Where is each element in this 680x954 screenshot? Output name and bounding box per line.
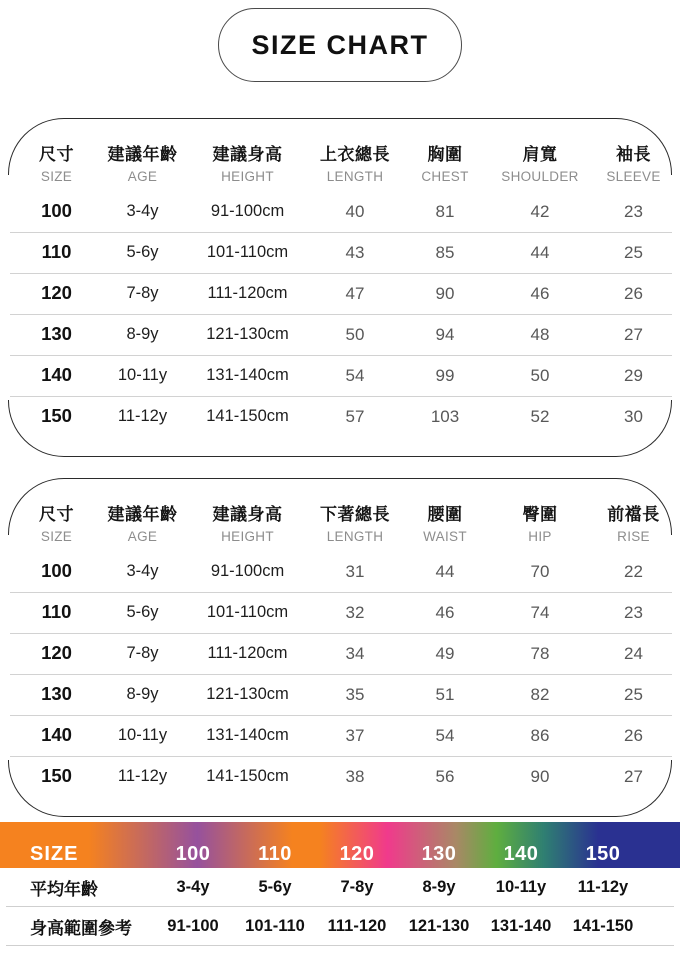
gradient-bar-size-value: 110 [258, 843, 292, 865]
column-header-zh: 前襠長 [607, 505, 660, 524]
title-pill [218, 8, 462, 82]
summary-row-label: 平均年齡 [30, 880, 98, 899]
tops-table-header-row [18, 140, 672, 184]
gradient-bar-size-value: 150 [585, 843, 621, 865]
page-title: SIZE CHART [251, 29, 429, 60]
column-header-en: LENGTH [326, 529, 384, 544]
column-header [18, 140, 95, 184]
gradient-bar-size-value: 100 [175, 843, 211, 865]
table-cell: 111-120cm [207, 284, 288, 303]
table-row [18, 232, 672, 273]
table-cell: 40 [345, 202, 365, 221]
table-cell: 35 [345, 685, 365, 704]
summary-row-label: 身高範圍參考 [30, 919, 132, 938]
table-row [18, 191, 672, 232]
table-cell: 103 [430, 407, 460, 426]
table-cell: 26 [624, 726, 643, 745]
column-header-en: SIZE [40, 529, 73, 544]
column-header [485, 140, 595, 184]
table-cell: 91-100cm [210, 202, 285, 221]
summary-rows [0, 868, 680, 946]
summary-row-value: 121-130 [408, 917, 470, 935]
summary-row-value: 111-120 [327, 917, 387, 935]
table-cell: 85 [435, 243, 455, 262]
bottoms-table-header-row [18, 500, 672, 544]
table-cell: 99 [435, 366, 455, 385]
table-cell: 140 [41, 364, 72, 386]
summary-row-value: 5-6y [258, 878, 292, 896]
table-cell: 25 [624, 243, 643, 262]
column-header-zh: 袖長 [616, 145, 651, 164]
column-header-zh: 建議身高 [212, 145, 283, 164]
summary-row-value: 7-8y [340, 878, 374, 896]
table-cell: 150 [41, 765, 72, 787]
table-cell: 131-140cm [206, 366, 289, 385]
column-header-en: HEIGHT [221, 529, 274, 544]
table-cell: 32 [345, 603, 365, 622]
summary-row-value: 141-150 [572, 917, 634, 935]
table-cell: 74 [530, 603, 550, 622]
column-header-zh: 上衣總長 [320, 145, 390, 164]
table-cell: 54 [345, 366, 365, 385]
table-cell: 110 [41, 241, 72, 263]
table-cell: 90 [530, 767, 550, 786]
table-cell: 27 [624, 767, 643, 786]
table-cell: 10-11y [117, 366, 168, 385]
column-header-zh: 建議年齡 [107, 145, 178, 164]
table-cell: 52 [530, 407, 550, 426]
table-cell: 44 [435, 562, 455, 581]
table-cell: 140 [41, 724, 72, 746]
column-header-en: SIZE [40, 169, 73, 184]
size-gradient-bar [0, 822, 680, 868]
table-cell: 54 [435, 726, 455, 745]
summary-row-value: 11-12y [577, 878, 629, 896]
table-cell: 130 [41, 323, 72, 345]
column-header-zh: 腰圍 [427, 505, 463, 524]
table-cell: 27 [624, 325, 643, 344]
table-cell: 70 [530, 562, 550, 581]
tops-table-body [18, 191, 672, 437]
table-cell: 23 [624, 202, 643, 221]
table-row [18, 674, 672, 715]
table-cell: 141-150cm [206, 767, 289, 786]
table-cell: 86 [530, 726, 550, 745]
table-cell: 8-9y [126, 685, 159, 704]
column-header [95, 500, 190, 544]
table-cell: 141-150cm [206, 407, 289, 426]
column-header [405, 500, 485, 544]
table-cell: 7-8y [126, 644, 159, 663]
table-row [18, 551, 672, 592]
table-cell: 120 [41, 282, 72, 304]
table-cell: 130 [41, 683, 72, 705]
summary-row-value: 10-11y [495, 878, 547, 896]
summary-row-value: 8-9y [422, 878, 456, 896]
column-header-zh: 肩寬 [522, 145, 558, 164]
table-cell: 42 [530, 202, 550, 221]
table-cell: 26 [624, 284, 643, 303]
table-cell: 120 [41, 642, 72, 664]
column-header-zh: 建議身高 [212, 505, 283, 524]
column-header [595, 500, 672, 544]
table-cell: 38 [345, 767, 365, 786]
table-row [18, 396, 672, 437]
column-header-en: SLEEVE [606, 169, 661, 184]
table-cell: 31 [345, 562, 365, 581]
gradient-bar-size-value: 130 [421, 843, 457, 865]
tops-size-table [8, 118, 672, 457]
table-cell: 100 [41, 200, 72, 222]
column-header [190, 500, 305, 544]
table-cell: 3-4y [126, 562, 159, 581]
table-cell: 22 [624, 562, 643, 581]
table-cell: 101-110cm [206, 603, 289, 622]
gradient-bar-size-label: SIZE [30, 843, 79, 865]
column-header-zh: 建議年齡 [107, 505, 178, 524]
column-header-en: LENGTH [326, 169, 384, 184]
table-row [18, 592, 672, 633]
column-header [95, 140, 190, 184]
column-header-en: AGE [127, 529, 158, 544]
column-header-zh: 尺寸 [39, 505, 74, 524]
column-header-en: HIP [528, 529, 552, 544]
table-cell: 46 [530, 284, 550, 303]
table-cell: 150 [41, 405, 72, 427]
table-cell: 11-12y [117, 767, 168, 786]
summary-row-value: 131-140 [490, 917, 552, 935]
bottoms-size-table [8, 478, 672, 817]
table-cell: 34 [345, 644, 365, 663]
table-row [18, 756, 672, 797]
table-cell: 8-9y [126, 325, 159, 344]
table-cell: 5-6y [126, 243, 159, 262]
table-cell: 91-100cm [210, 562, 285, 581]
summary-row-value: 91-100 [167, 917, 219, 935]
bottoms-table-body [18, 551, 672, 797]
table-cell: 50 [530, 366, 550, 385]
table-cell: 111-120cm [207, 644, 288, 663]
table-cell: 50 [345, 325, 365, 344]
table-cell: 110 [41, 601, 72, 623]
summary-row [0, 868, 680, 907]
table-cell: 51 [435, 685, 455, 704]
column-header-en: CHEST [421, 169, 469, 184]
table-cell: 10-11y [117, 726, 168, 745]
summary-row-value: 101-110 [245, 917, 305, 935]
column-header-zh: 尺寸 [39, 145, 74, 164]
table-cell: 82 [530, 685, 550, 704]
table-cell: 11-12y [117, 407, 168, 426]
summary-row [0, 907, 680, 946]
column-header [595, 140, 672, 184]
table-cell: 101-110cm [206, 243, 289, 262]
table-row [18, 355, 672, 396]
table-row [18, 273, 672, 314]
table-cell: 5-6y [126, 603, 159, 622]
gradient-bar-size-value: 140 [503, 843, 539, 865]
table-cell: 3-4y [126, 202, 159, 221]
table-cell: 37 [345, 726, 365, 745]
table-cell: 23 [624, 603, 643, 622]
column-header-zh: 胸圍 [427, 145, 463, 164]
column-header [485, 500, 595, 544]
column-header-en: AGE [127, 169, 158, 184]
table-cell: 43 [345, 243, 365, 262]
table-cell: 57 [345, 407, 365, 426]
table-cell: 29 [624, 366, 643, 385]
column-header-zh: 臀圍 [522, 505, 558, 524]
size-summary-section [0, 822, 680, 946]
table-cell: 24 [624, 644, 643, 663]
table-cell: 30 [624, 407, 643, 426]
table-cell: 25 [624, 685, 643, 704]
column-header-en: SHOULDER [501, 169, 579, 184]
column-header-en: HEIGHT [221, 169, 274, 184]
table-cell: 49 [435, 644, 455, 663]
table-cell: 47 [345, 284, 365, 303]
gradient-bar-size-value: 120 [339, 843, 375, 865]
column-header [18, 500, 95, 544]
column-header [405, 140, 485, 184]
table-cell: 121-130cm [206, 325, 289, 344]
table-cell: 56 [435, 767, 455, 786]
table-row [18, 715, 672, 756]
column-header [305, 500, 405, 544]
column-header-en: WAIST [423, 529, 467, 544]
column-header [305, 140, 405, 184]
table-cell: 81 [435, 202, 455, 221]
table-cell: 78 [530, 644, 550, 663]
column-header-en: RISE [617, 529, 650, 544]
table-cell: 7-8y [126, 284, 159, 303]
table-cell: 121-130cm [206, 685, 289, 704]
column-header-zh: 下著總長 [320, 505, 390, 524]
column-header [190, 140, 305, 184]
table-row [18, 314, 672, 355]
table-cell: 46 [435, 603, 455, 622]
summary-row-value: 3-4y [176, 878, 210, 896]
table-cell: 90 [435, 284, 455, 303]
table-row [18, 633, 672, 674]
table-cell: 44 [530, 243, 550, 262]
table-cell: 100 [41, 560, 72, 582]
table-cell: 94 [435, 325, 455, 344]
table-cell: 48 [530, 325, 550, 344]
table-cell: 131-140cm [206, 726, 289, 745]
